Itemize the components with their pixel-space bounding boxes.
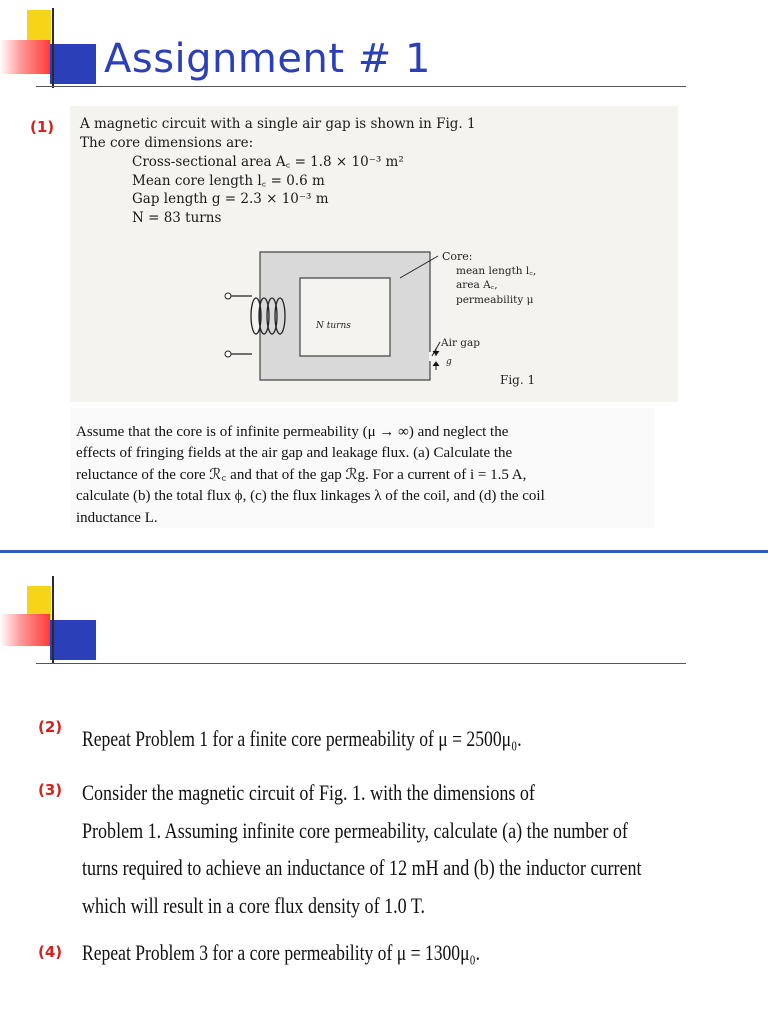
problem-2-line: Repeat Problem 1 for a finite core permeability of μ = 2500μ₀. <box>82 726 522 751</box>
problem-1-line: A magnetic circuit with a single air gap is shown in Fig. 1 <box>80 116 476 132</box>
core-mean-length: mean length l꜀, <box>456 265 537 277</box>
assume-line: effects of fringing fields at the air gap and leakage flux. (a) Calculate the <box>76 445 513 461</box>
gap-symbol: g <box>446 357 452 367</box>
deco-square-yellow <box>27 10 51 44</box>
core-label: Core: <box>442 250 473 263</box>
terminal-top <box>225 293 231 299</box>
problem-3-line: Consider the magnetic circuit of Fig. 1. with the dimensions of <box>82 780 535 805</box>
core-area: area A꜀, <box>456 279 498 291</box>
assume-line: calculate (b) the total flux ϕ, (c) the flux linkages λ of the coil, and (d) the coil <box>76 488 545 504</box>
slide-divider <box>0 550 768 553</box>
air-gap-label: Air gap <box>441 337 481 349</box>
magnetic-circuit-figure <box>200 238 600 398</box>
deco-vertical-line <box>52 576 54 664</box>
air-gap <box>429 352 432 361</box>
deco-square-red <box>0 614 50 646</box>
problem-1-line: The core dimensions are: <box>80 135 254 151</box>
terminal-bottom <box>225 351 231 357</box>
title-underline <box>36 86 686 87</box>
page-title: Assignment # 1 <box>104 36 431 82</box>
turns-label: N turns <box>316 321 351 331</box>
deco-square-red <box>0 40 50 74</box>
problem-3-line: turns required to achieve an inductance of 12 mH and (b) the inductor current <box>82 855 642 880</box>
problem-1-line: Cross-sectional area A꜀ = 1.8 × 10⁻³ m² <box>132 154 404 170</box>
header-underline <box>36 663 686 664</box>
deco-vertical-line <box>52 8 54 88</box>
problem-1-number: (1) <box>30 118 55 136</box>
problem-4-line: Repeat Problem 3 for a core permeability of μ = 1300μ₀. <box>82 940 481 965</box>
problem-1-line: Mean core length l꜀ = 0.6 m <box>132 173 325 189</box>
assume-line: reluctance of the core ℛ꜀ and that of the gap ℛg. For a current of i = 1.5 A, <box>76 467 527 483</box>
problem-3-number: (3) <box>38 781 63 799</box>
deco-square-blue <box>50 620 96 660</box>
assume-line: inductance L. <box>76 510 158 526</box>
assume-line: Assume that the core is of infinite permeability (μ → ∞) and neglect the <box>76 424 509 440</box>
problem-1-line: Gap length g = 2.3 × 10⁻³ m <box>132 191 329 207</box>
problem-4-number: (4) <box>38 943 63 961</box>
core-permeability: permeability μ <box>456 294 534 306</box>
deco-square-blue <box>50 44 96 84</box>
gap-dimension-arrows <box>433 348 439 370</box>
problem-3-line: which will result in a core flux density of 1.0 T. <box>82 893 426 918</box>
problem-2-number: (2) <box>38 718 63 736</box>
problem-1-line: N = 83 turns <box>132 210 222 226</box>
problem-3-line: Problem 1. Assuming infinite core permeability, calculate (a) the number of <box>82 818 628 843</box>
figure-caption: Fig. 1 <box>500 373 536 387</box>
